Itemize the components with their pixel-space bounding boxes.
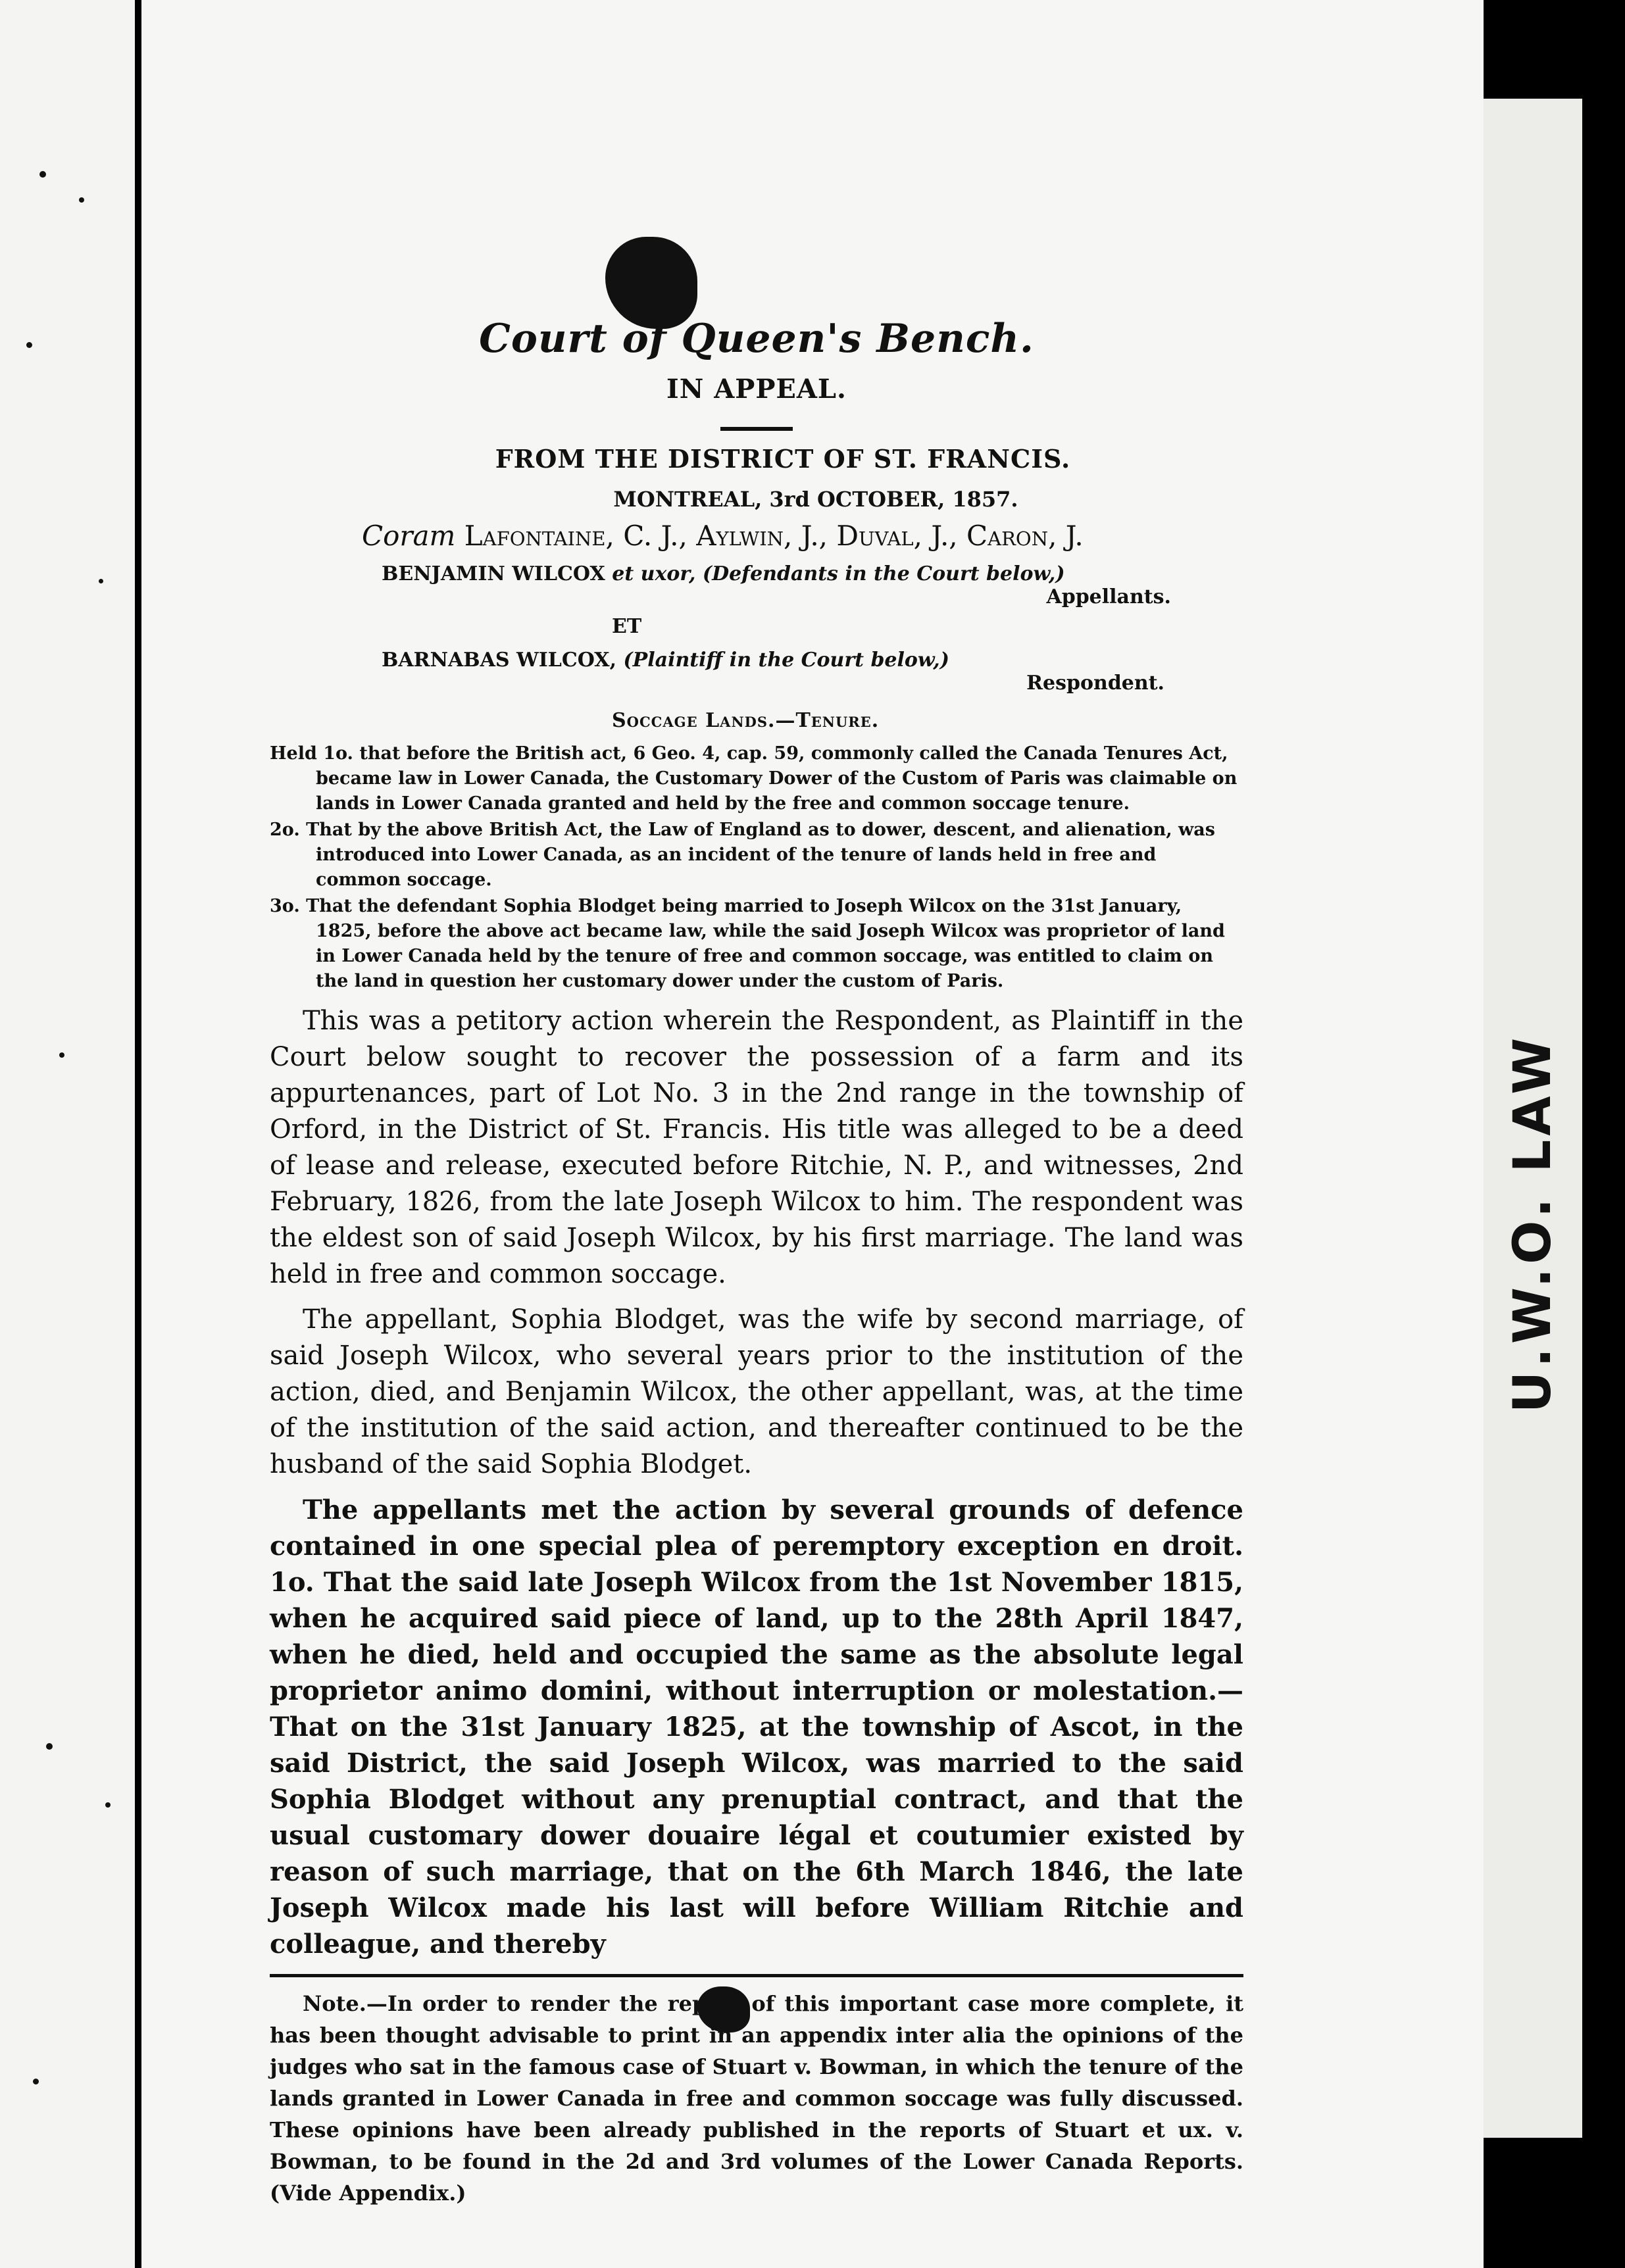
- coram-judges: Lafontaine, C. J., Aylwin, J., Duval, J., Caron, J.: [464, 520, 1084, 552]
- appellants-role: Appellants.: [1046, 585, 1171, 608]
- body-paragraph-3: The appellants met the action by several grounds of defence contained in one special plea of peremptory exception en droit. 1o. That the said late Joseph Wilcox from the 1st November 1815, when he acquired said piece of land, up to the 28th April 1847, when he died, held and occupied the same as the absolute legal proprietor animo domini, without interruption or molestation.—That on the 31st January 1825, at the township of Ascot, in the said District, the said Joseph Wilcox, was married to the said Sophia Blodget without any prenuptial contract, and that the usual customary dower douaire légal et coutumier existed by reason of such marriage, that on the 6th March 1846, the late Joseph Wilcox made his last will before William Ritchie and colleague, and thereby: [270, 1494, 1243, 1960]
- footnote: Note.—In order to render the report of this important case more complete, it has been thought advisable to print in an appendix inter alia the opinions of the judges who sat in the famous case of Stuart v. Bowman, in which the tenure of the lands granted in Lower Canada in free and common soccage was fully discussed. These opinions have been already published in the reports of Stuart et ux. v. Bowman, to be found in the 2d and 3rd volumes of the Lower Canada Reports. (Vide Appendix.): [270, 1991, 1243, 2206]
- held-point-2: 2o. That by the above British Act, the Law of England as to dower, descent, and alienation, was introduced into Lower Canada, as an incident of the tenure of lands held in free and common soccage.: [270, 820, 1215, 890]
- appellant-name: BENJAMIN WILCOX: [382, 562, 605, 585]
- appellant-qualifier: et uxor, (Defendants in the Court below,): [612, 562, 1065, 585]
- body-paragraph-2: The appellant, Sophia Blodget, was the wife by second marriage, of said Joseph Wilcox, who several years prior to the institution of the action, died, and Benjamin Wilcox, the other appellant, was, at the time of the institution of the said action, and thereafter continued to be the husband of the said Sophia Blodget.: [270, 1304, 1243, 1479]
- facing-page-edge: [0, 0, 135, 2268]
- appellant-line: [382, 562, 1243, 585]
- district-heading: FROM THE DISTRICT OF ST. FRANCIS.: [495, 444, 1071, 474]
- held-point-3: 3o. That the defendant Sophia Blodget being married to Joseph Wilcox on the 31st January, 1825, before the above act became law, while the said Joseph Wilcox was proprietor of land in Lower Canada held by the tenure of free and common soccage, was entitled to claim on the land in question her customary dower under the custom of Paris.: [270, 896, 1225, 991]
- body-paragraph-1: This was a petitory action wherein the Respondent, as Plaintiff in the Court below sought to recover the possession of a farm and its appurtenances, part of Lot No. 3 in the 2nd range in the township of Orford, in the District of St. Francis. His title was alleged to be a deed of lease and release, executed before Ritchie, N. P., and witnesses, 2nd February, 1826, from the late Joseph Wilcox to him. The respondent was the eldest son of said Joseph Wilcox, by his first marriage. The land was held in free and common soccage.: [270, 1006, 1243, 1289]
- held-point-1: Held 1o. that before the British act, 6 Geo. 4, cap. 59, commonly called the Canada Tenures Act, became law in Lower Canada, the Customary Dower of the Custom of Paris was claimable on lands in Lower Canada granted and held by the free and common soccage tenure.: [270, 743, 1238, 814]
- short-rule: [720, 427, 793, 431]
- respondent-qualifier: (Plaintiff in the Court below,): [623, 649, 949, 672]
- respondent-line: [382, 649, 1243, 672]
- date-line: MONTREAL, 3rd OCTOBER, 1857.: [613, 487, 1018, 512]
- spine-library-label: [1484, 1026, 1582, 1421]
- respondent-name: BARNABAS WILCOX,: [382, 649, 617, 672]
- page-content: [270, 316, 1243, 2209]
- spine-label-text: U.W.O. LAW: [1503, 1033, 1563, 1414]
- coram-prefix: Coram: [362, 520, 456, 552]
- subject-heading: Soccage Lands.—Tenure.: [612, 709, 880, 732]
- coram-line: [362, 520, 1243, 552]
- et-separator: ET: [612, 615, 642, 638]
- in-appeal-heading: IN APPEAL.: [666, 374, 847, 405]
- respondent-role: Respondent.: [1026, 672, 1164, 695]
- footnote-rule: [270, 1974, 1243, 1977]
- court-title: Court of Queen's Bench.: [479, 316, 1034, 362]
